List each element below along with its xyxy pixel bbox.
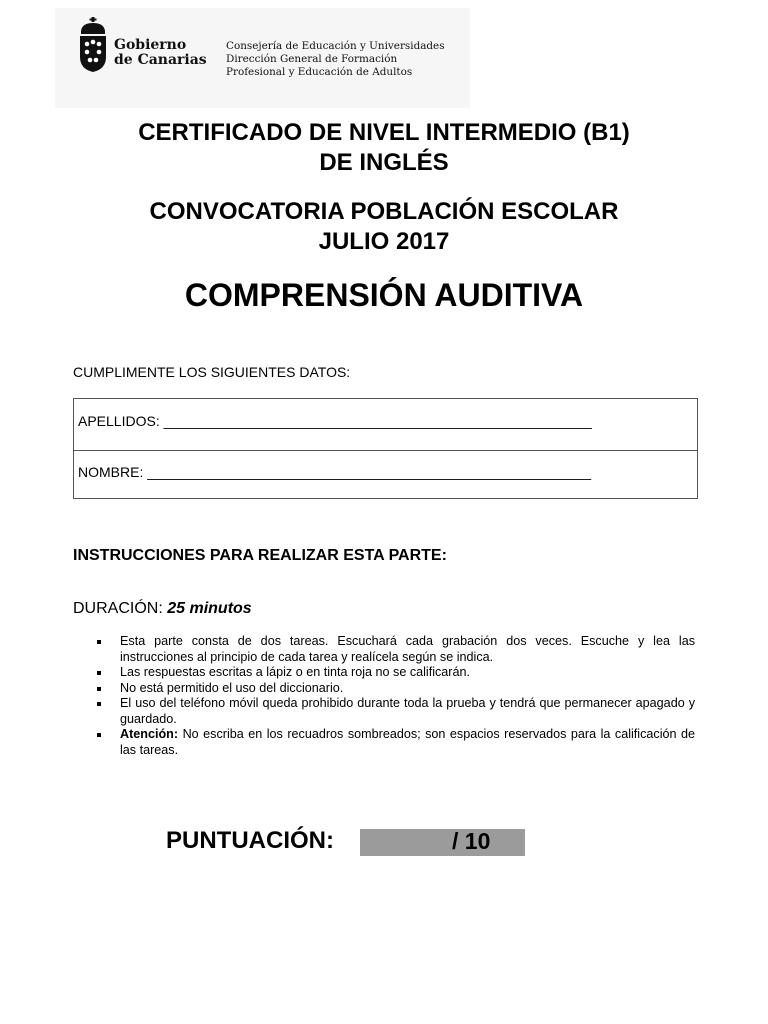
department-name bbox=[226, 40, 445, 79]
list-item: Las respuestas escritas a lápiz o en tinta roja no se calificarán. bbox=[95, 665, 695, 681]
score-value: / 10 bbox=[452, 828, 491, 854]
datos-divider bbox=[74, 450, 697, 451]
atencion-text: No escriba en los recuadros sombreados; son espacios reservados para la calificación de las tareas. bbox=[120, 727, 696, 757]
list-item: Esta parte consta de dos tareas. Escuchará cada grabación dos veces. Escuche y lea las instrucciones al principio de cada tarea y realícela según se indica. bbox=[95, 634, 695, 665]
gov-name-line1: Gobierno bbox=[114, 37, 187, 53]
list-item-atencion bbox=[95, 727, 695, 758]
title-line4: JULIO 2017 bbox=[318, 228, 450, 255]
dept-line3: Profesional y Educación de Adultos bbox=[226, 66, 413, 78]
list-item: El uso del teléfono móvil queda prohibido durante toda la prueba y tendrá que permanecer apagado y guardado. bbox=[95, 696, 695, 727]
list-item: No está permitido el uso del diccionario. bbox=[95, 681, 695, 697]
section-title: COMPRENSIÓN AUDITIVA bbox=[184, 277, 584, 313]
title-line1: CERTIFICADO DE NIVEL INTERMEDIO (B1) bbox=[138, 119, 630, 146]
gov-name-line2: de Canarias bbox=[114, 52, 207, 68]
duration-label: DURACIÓN: bbox=[73, 600, 163, 617]
score-box bbox=[360, 829, 525, 856]
coat-of-arms-icon bbox=[78, 17, 108, 73]
apellidos-field[interactable] bbox=[74, 413, 697, 429]
datos-intro: CUMPLIMENTE LOS SIGUIENTES DATOS: bbox=[73, 364, 351, 380]
title-line3: CONVOCATORIA POBLACIÓN ESCOLAR bbox=[149, 198, 619, 225]
duration-value: 25 minutos bbox=[167, 600, 252, 617]
nombre-label: NOMBRE: bbox=[78, 464, 144, 480]
instructions-list bbox=[95, 634, 695, 758]
datos-form bbox=[73, 398, 698, 499]
convocatoria-title bbox=[0, 197, 768, 257]
dept-line1: Consejería de Educación y Universidades bbox=[226, 40, 445, 52]
dept-line2: Dirección General de Formación bbox=[226, 53, 398, 65]
duration bbox=[73, 600, 252, 618]
certificate-title bbox=[0, 118, 768, 178]
apellidos-line[interactable]: _______________________________________________________ bbox=[163, 413, 592, 429]
score-label: PUNTUACIÓN: bbox=[166, 827, 334, 854]
instructions-heading: INSTRUCCIONES PARA REALIZAR ESTA PARTE: bbox=[73, 547, 447, 564]
nombre-field[interactable] bbox=[74, 464, 697, 480]
atencion-label: Atención: bbox=[120, 727, 179, 741]
nombre-line[interactable]: _________________________________________________________ bbox=[147, 464, 592, 480]
title-line2: DE INGLÉS bbox=[319, 149, 449, 176]
government-name bbox=[114, 38, 207, 68]
apellidos-label: APELLIDOS: bbox=[78, 413, 160, 429]
